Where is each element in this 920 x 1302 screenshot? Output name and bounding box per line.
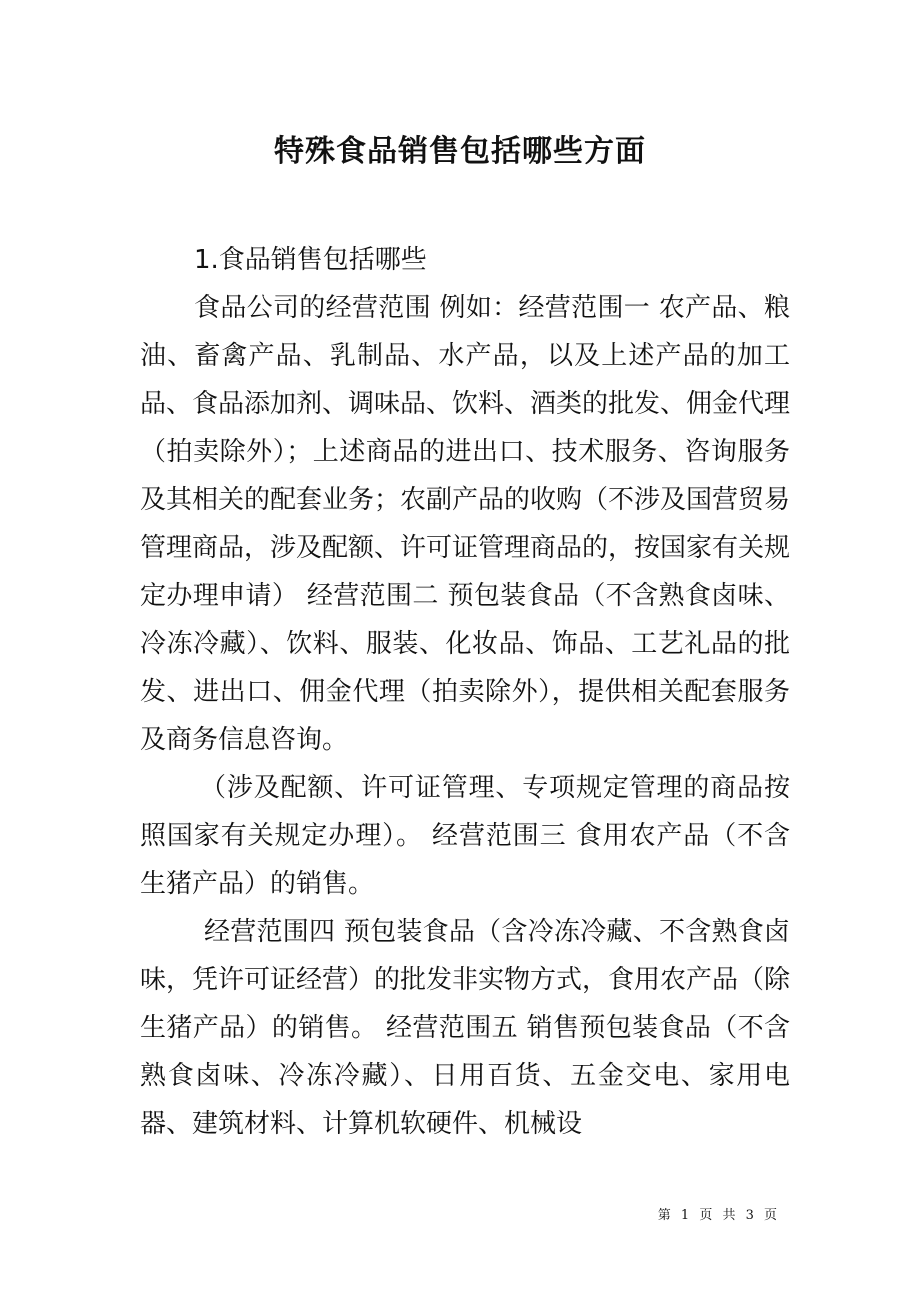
page-number-footer: 第 1 页 共 3 页: [657, 1208, 780, 1223]
paragraph: （涉及配额、许可证管理、专项规定管理的商品按照国家有关规定办理）。 经营范围三 食用农产品（不含生猪产品）的销售。: [140, 773, 790, 899]
document-body: [140, 236, 790, 1148]
paragraph: 食品公司的经营范围 例如：经营范围一 农产品、粮油、畜禽产品、乳制品、水产品，以及上述产品的加工品、食品添加剂、调味品、饮料、酒类的批发、佣金代理（拍卖除外）；上述商品的进出口、技术服务、咨询服务及其相关的配套业务；农副产品的收购（不涉及国营贸易管理商品，涉及配额、许可证管理商品的，按国家有关规定办理申请） 经营范围二 预包装食品（不含熟食卤味、冷冻冷藏）、饮料、服装、化妆品、饰品、工艺礼品的批发、进出口、佣金代理（拍卖除外），提供相关配套服务及商务信息咨询。: [140, 293, 791, 755]
paragraph: 经营范围四 预包装食品（含冷冻冷藏、不含熟食卤味，凭许可证经营）的批发非实物方式，食用农产品（除生猪产品）的销售。 经营范围五 销售预包装食品（不含熟食卤味、冷冻冷藏）、日用百货、五金交电、家用电器、建筑材料、计算机软硬件、机械设: [140, 917, 791, 1139]
document-title: 特殊食品销售包括哪些方面: [274, 134, 646, 169]
paragraph-heading: 1.食品销售包括哪些: [194, 245, 427, 275]
